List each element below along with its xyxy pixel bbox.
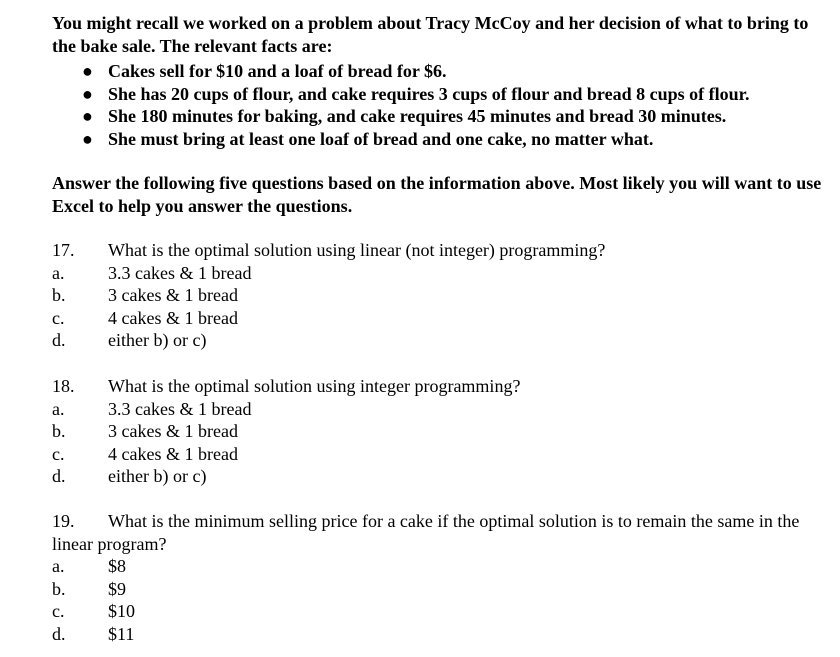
option-label: a. (52, 556, 65, 577)
question-19 (52, 510, 832, 646)
question-number: 17. (52, 240, 75, 260)
answer-option (52, 600, 832, 623)
option-text: $9 (108, 578, 126, 599)
facts-list (82, 60, 822, 151)
fact-item (82, 128, 822, 151)
fact-item (82, 60, 822, 83)
question-18 (52, 375, 832, 488)
option-text: $10 (108, 601, 135, 622)
intro-paragraph: You might recall we worked on a problem about Tracy McCoy and her decision of what to bring to the bake sale. The relevant facts are: (52, 13, 809, 56)
answer-option (52, 398, 832, 421)
option-label: c. (52, 443, 65, 464)
instructions-paragraph: Answer the following five questions based on the information above. Most likely you will want to use Excel to help you answer the questions. (52, 173, 822, 216)
option-label: c. (52, 307, 65, 328)
answer-option (52, 555, 832, 578)
question-text: What is the optimal solution using integer programming? (108, 376, 521, 396)
question-stem (52, 239, 832, 262)
option-label: d. (52, 623, 66, 644)
option-text: either b) or c) (108, 330, 207, 351)
option-label: d. (52, 330, 66, 351)
answer-option (52, 307, 832, 330)
fact-item (82, 105, 822, 128)
question-stem (52, 510, 832, 555)
option-text: 4 cakes & 1 bread (108, 443, 238, 464)
question-stem (52, 375, 832, 398)
option-text: $11 (108, 623, 135, 644)
answer-option (52, 465, 832, 488)
answer-option (52, 284, 832, 307)
bullet-icon: ● (82, 106, 93, 127)
question-text: What is the minimum selling price for a cake if the optimal solution is to remain the same in the linear program? (52, 511, 800, 554)
option-label: c. (52, 601, 65, 622)
question-number: 18. (52, 376, 75, 396)
option-label: a. (52, 262, 65, 283)
answer-option (52, 420, 832, 443)
option-text: 3 cakes & 1 bread (108, 421, 238, 442)
fact-text: She must bring at least one loaf of bread and one cake, no matter what. (108, 129, 654, 150)
bullet-icon: ● (82, 61, 93, 81)
option-label: d. (52, 466, 66, 487)
question-text: What is the optimal solution using linear (not integer) programming? (108, 240, 606, 260)
fact-text: She 180 minutes for baking, and cake requires 45 minutes and bread 30 minutes. (108, 106, 727, 127)
answer-option (52, 262, 832, 285)
question-17 (52, 239, 832, 352)
bullet-icon: ● (82, 129, 93, 150)
answer-option (52, 329, 832, 352)
answer-option (52, 578, 832, 601)
option-text: either b) or c) (108, 466, 207, 487)
fact-text: She has 20 cups of flour, and cake requires 3 cups of flour and bread 8 cups of flour. (108, 83, 750, 104)
option-text: $8 (108, 556, 126, 577)
option-text: 3 cakes & 1 bread (108, 285, 238, 306)
bullet-icon: ● (82, 83, 93, 104)
option-text: 3.3 cakes & 1 bread (108, 262, 252, 283)
option-label: b. (52, 285, 66, 306)
option-text: 4 cakes & 1 bread (108, 307, 238, 328)
answer-option (52, 443, 832, 466)
option-label: a. (52, 398, 65, 419)
answer-option (52, 623, 832, 646)
fact-text: Cakes sell for $10 and a loaf of bread for $6. (108, 61, 447, 81)
option-label: b. (52, 578, 66, 599)
option-label: b. (52, 421, 66, 442)
fact-item (82, 83, 822, 106)
question-number: 19. (52, 511, 75, 531)
option-text: 3.3 cakes & 1 bread (108, 398, 252, 419)
